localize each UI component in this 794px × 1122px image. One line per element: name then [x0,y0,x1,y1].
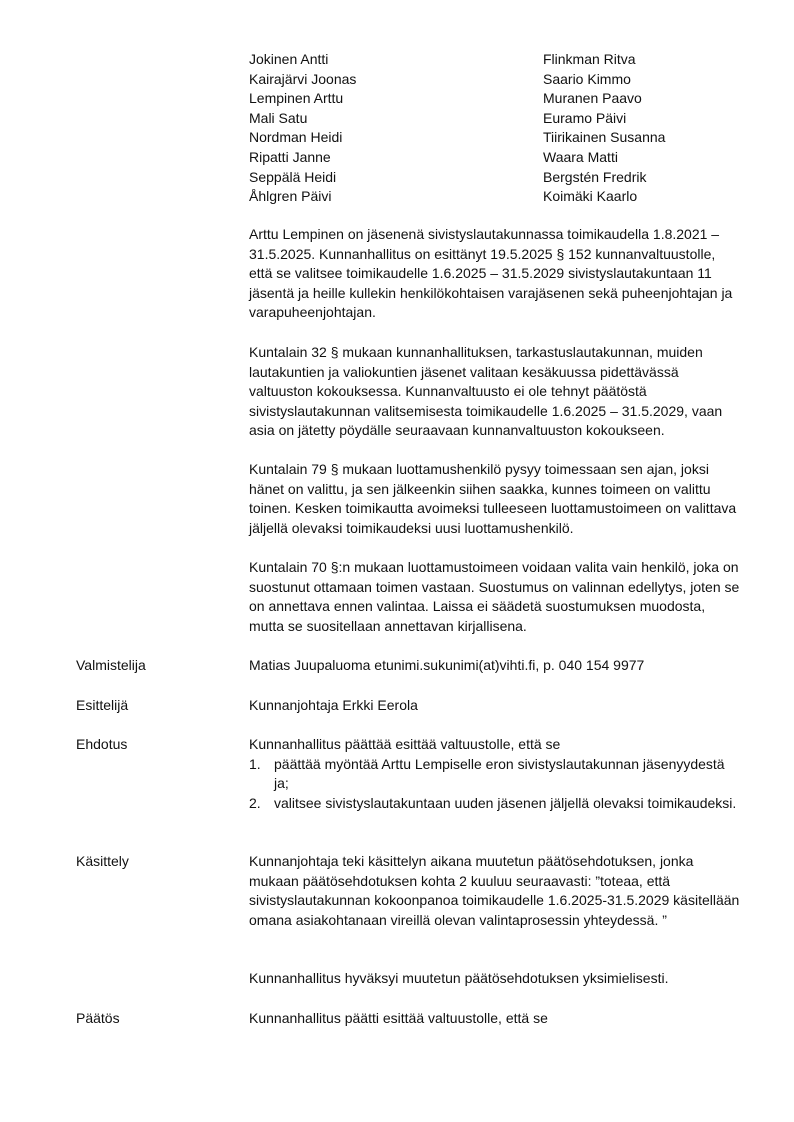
member-name: Nordman Heidi [249,129,343,146]
member-name: Seppälä Heidi [249,168,337,185]
ehdotus-list [249,755,741,814]
list-item-number: 1. [249,755,261,772]
member-name: Flinkman Ritva [543,51,636,67]
member-name: Muranen Paavo [543,90,642,107]
paragraph-kuntalaki-79: Kuntalain 79 § mukaan luottamushenkilö pysyy toimessaan sen ajan, joksi hänet on valittu, ja sen jälkeenkin siihen saakka, kunnes toimeen on valittu toinen. Kesken toimikautta avoimeksi tulleeseen luottamustoimeen on valittava jäljellä olevaksi toimikaudeksi uusi luottamushenkilö. [249,461,737,536]
valmistelija-value: Matias Juupaluoma etunimi.sukunimi(at)vihti.fi, p. 040 154 9977 [249,657,645,673]
list-item-number: 2. [249,794,261,811]
paragraph-kuntalaki-70: Kuntalain 70 §:n mukaan luottamustoimeen voidaan valita vain henkilö, joka on suostunut ottamaan toimen vastaan. Suostumus on valinnan edellytys, joten se on annettava ennen valintaa. Laissa ei säädetä suostumuksen muodosta, mutta se suositellaan annettavan kirjallisena. [249,559,740,634]
ehdotus-content [249,735,741,813]
list-item [249,794,741,814]
paragraph-kuntalaki-32: Kuntalain 32 § mukaan kunnanhallituksen, tarkastuslautakunnan, muiden lautakuntien ja valiokuntien jäsenet valitaan kesäkuussa pidettävässä valtuuston kokouksessa. Kunnanvaltuusto ei ole tehnyt päätöstä sivistyslautakunnan valitsemisesta toimikaudelle 1.6.2025 – 31.5.2029, vaan asia on jätetty pöydälle seuraavaan kunnanvaltuuston kokoukseen. [249,344,723,439]
ehdotus-label: Ehdotus [76,736,128,752]
kasittely-result: Kunnanhallitus hyväksyi muutetun päätösehdotuksen yksimielisesti. [249,970,669,986]
member-name: Saario Kimmo [543,70,631,87]
esittelija-label: Esittelijä [76,697,129,713]
member-list-right [543,50,783,207]
member-name: Jokinen Antti [249,51,329,67]
member-name: Bergstén Fredrik [543,168,647,185]
ehdotus-intro: Kunnanhallitus päättää esittää valtuustolle, että se [249,736,561,752]
member-name: Ripatti Janne [249,148,331,165]
valmistelija-label: Valmistelija [76,657,146,673]
member-name: Euramo Päivi [543,109,627,126]
member-name: Koimäki Kaarlo [543,188,638,205]
member-name: Kairajärvi Joonas [249,70,357,87]
kasittely-label: Käsittely [76,853,129,869]
list-item [249,755,741,794]
list-item-text: päättää myöntää Arttu Lempiselle eron sivistyslautakunnan jäsenyydestä ja; [274,755,725,792]
member-name: Waara Matti [543,148,618,165]
paatos-text: Kunnanhallitus päätti esittää valtuustolle, että se [249,1010,548,1026]
paragraph-background: Arttu Lempinen on jäsenenä sivistyslautakunnassa toimikaudella 1.8.2021 – 31.5.2025. Kunnanhallitus on esittänyt 19.5.2025 § 152 kunnanvaltuustolle, että se valitsee toimikaudelle 1.6.2025 – 31.5.2029 sivistyslautakuntaan 11 jäsentä ja heille kullekin henkilökohtaisen varajäsenen sekä puheenjohtajan ja varapuheenjohtajan. [249,226,733,321]
member-name: Mali Satu [249,109,308,126]
member-name: Tiirikainen Susanna [543,129,666,146]
paatos-label: Päätös [76,1010,120,1026]
member-name: Åhlgren Päivi [249,188,332,205]
member-list-left [249,50,489,207]
esittelija-value: Kunnanjohtaja Erkki Eerola [249,697,418,713]
kasittely-text: Kunnanjohtaja teki käsittelyn aikana muutetun päätösehdotuksen, jonka mukaan päätösehdotuksen kohta 2 kuuluu seuraavasti: ”toteaa, että sivistyslautakunnan kokoonpanoa toimikaudelle 1.6.2025-31.5.2029 käsitellään omana asiakohtanaan vireillä olevan valintaprosessin yhteydessä. ” [249,853,740,928]
list-item-text: valitsee sivistyslautakuntaan uuden jäsenen jäljellä olevaksi toimikaudeksi. [274,794,737,811]
member-name: Lempinen Arttu [249,90,344,107]
